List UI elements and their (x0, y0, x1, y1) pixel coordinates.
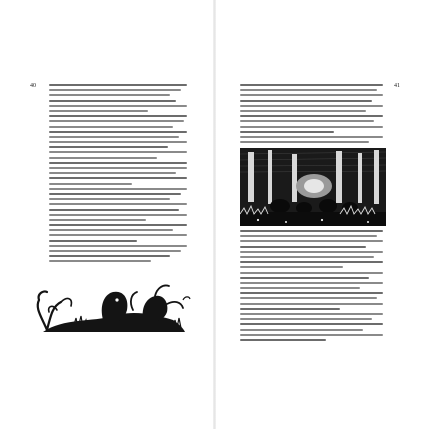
text-line (240, 89, 377, 91)
text-line (49, 110, 148, 112)
text-line (49, 84, 187, 86)
text-line (49, 115, 187, 117)
left-page-number: 40 (30, 83, 36, 89)
text-line (240, 94, 383, 96)
text-line (49, 193, 181, 195)
text-line (49, 120, 184, 122)
text-line (240, 131, 334, 133)
text-line (49, 141, 187, 143)
text-line (240, 308, 340, 310)
text-line (49, 183, 132, 185)
text-line (240, 100, 372, 102)
right-page-text-top (240, 84, 383, 146)
text-line (49, 126, 173, 128)
text-line (49, 177, 187, 179)
text-line (240, 318, 372, 320)
left-page-text (49, 84, 187, 266)
text-line (240, 334, 383, 336)
right-page-text-bottom (240, 230, 383, 344)
text-line (49, 198, 170, 200)
text-line (240, 297, 377, 299)
text-line (240, 323, 383, 325)
text-line (49, 214, 187, 216)
text-line (49, 229, 173, 231)
text-line (49, 260, 151, 262)
text-line (240, 235, 377, 237)
text-line (49, 250, 181, 252)
text-line (240, 251, 383, 253)
text-line (240, 84, 383, 86)
right-page-number: 41 (394, 83, 400, 89)
text-line (49, 162, 187, 164)
text-line (49, 255, 170, 257)
text-line (240, 282, 383, 284)
text-line (240, 240, 383, 242)
text-line (49, 203, 187, 205)
text-line (49, 224, 187, 226)
text-line (240, 287, 360, 289)
text-line (240, 313, 383, 315)
text-line (240, 120, 374, 122)
text-line (240, 303, 383, 305)
text-line (49, 172, 176, 174)
text-line (240, 246, 366, 248)
text-line (240, 141, 369, 143)
text-line (240, 136, 383, 138)
page-gutter (213, 0, 216, 429)
text-line (240, 292, 383, 294)
text-line (49, 89, 181, 91)
text-line (240, 329, 363, 331)
text-line (240, 339, 326, 341)
text-line (49, 157, 157, 159)
text-line (240, 126, 383, 128)
text-line (49, 245, 187, 247)
text-line (49, 167, 187, 169)
text-line (49, 136, 179, 138)
text-line (240, 266, 343, 268)
text-line (49, 146, 168, 148)
text-line (240, 272, 383, 274)
text-line (49, 188, 187, 190)
text-line (240, 230, 383, 232)
text-line (49, 209, 179, 211)
text-line (240, 105, 383, 107)
text-line (49, 240, 137, 242)
text-line (49, 105, 187, 107)
text-line (49, 234, 187, 236)
text-line (240, 277, 369, 279)
text-line (49, 219, 146, 221)
text-line (49, 100, 176, 102)
right-illustration-night-forest-scene (240, 148, 386, 226)
text-line (49, 151, 187, 153)
text-line (49, 94, 170, 96)
left-illustration-moomin-trolls-on-branches (33, 280, 191, 340)
text-line (240, 115, 383, 117)
text-line (240, 261, 383, 263)
text-line (240, 110, 366, 112)
text-line (240, 256, 374, 258)
text-line (49, 131, 187, 133)
